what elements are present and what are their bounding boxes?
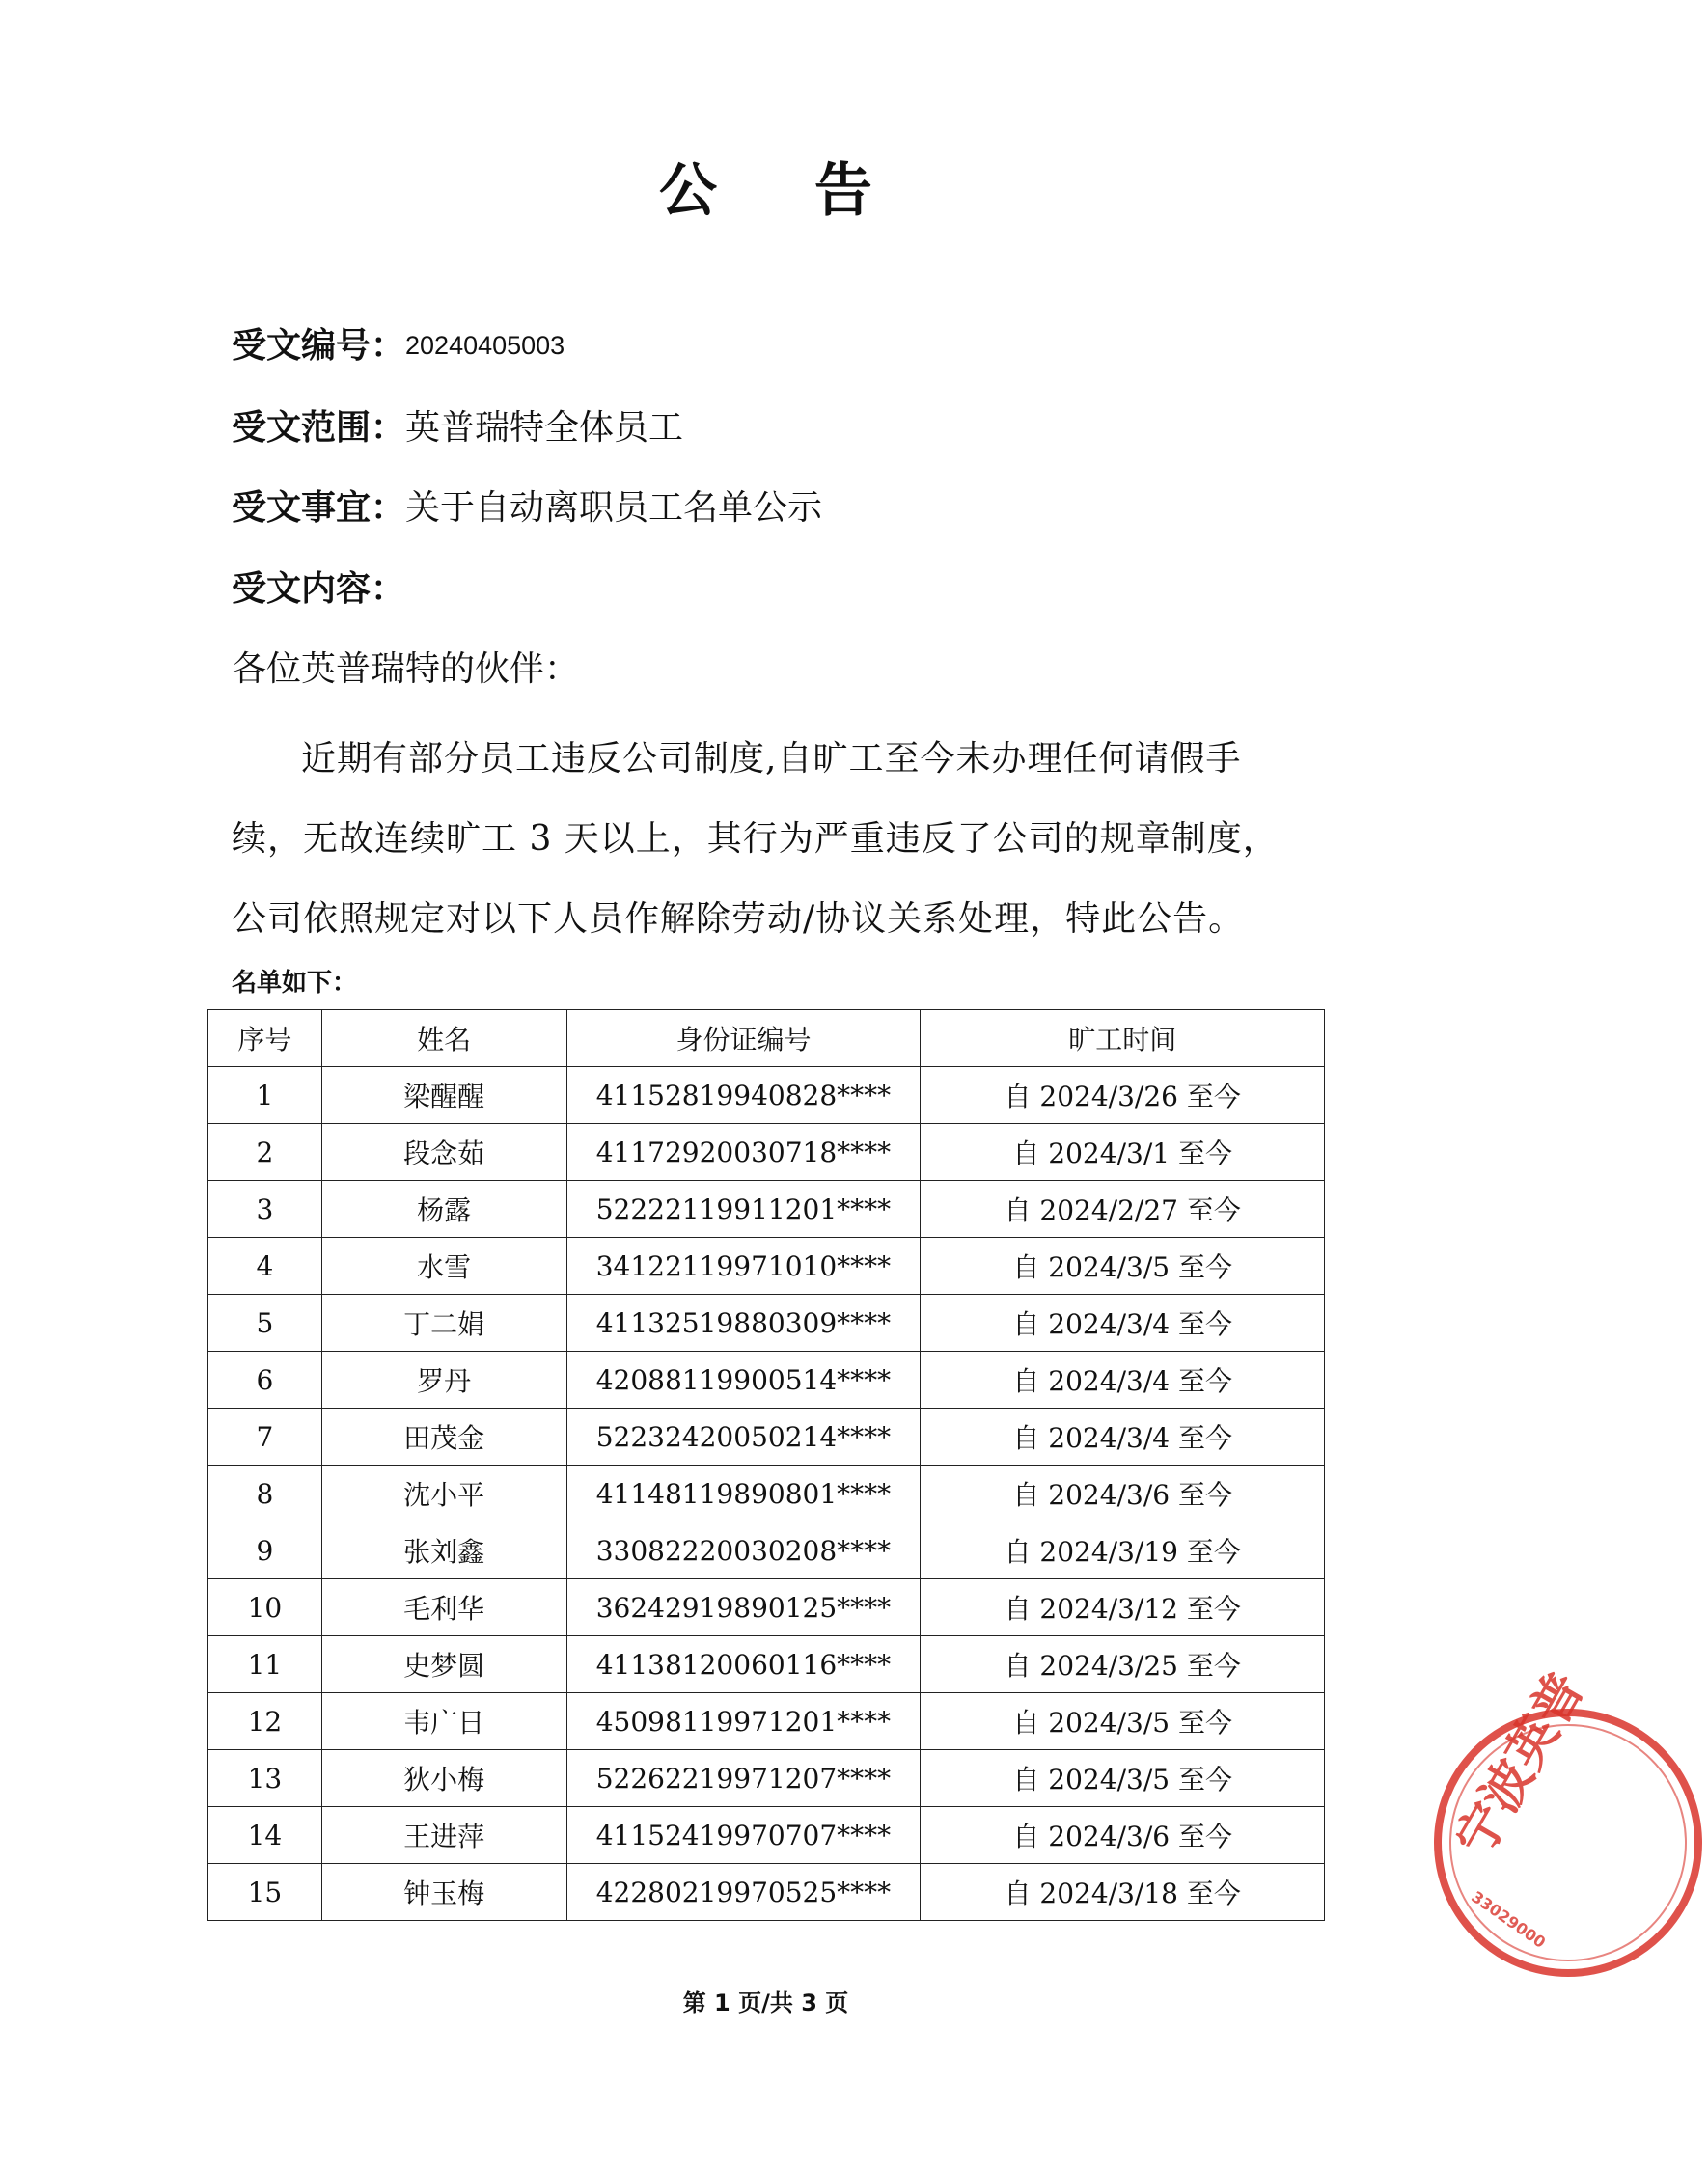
row-id-number: 52262219971207**** <box>566 1750 921 1807</box>
row-id-number: 41138120060116**** <box>566 1636 921 1693</box>
doc-number-value: 20240405003 <box>405 331 565 360</box>
row-index: 4 <box>208 1238 322 1295</box>
table-row <box>208 1579 1325 1636</box>
table-row <box>208 1238 1325 1295</box>
notice-title: 公 告 <box>659 157 911 225</box>
table-row <box>208 1807 1325 1864</box>
row-name: 毛利华 <box>321 1579 566 1636</box>
row-name: 梁醒醒 <box>321 1067 566 1124</box>
row-absence-period: 自 2024/3/4 至今 <box>921 1295 1325 1352</box>
greeting: 各位英普瑞特的伙伴： <box>232 649 580 689</box>
table-row <box>208 1636 1325 1693</box>
subject-label: 受文事宜： <box>232 488 406 528</box>
row-id-number: 41152419970707**** <box>566 1807 921 1864</box>
body-paragraph: 近期有部分员工违反公司制度,自旷工至今未办理任何请假手续，无故连续旷工 3 天以上，其行为严重违反了公司的规章制度，公司依照规定对以下人员作解除劳动/协议关系处理，特此公告。 <box>232 739 1279 939</box>
table-row <box>208 1750 1325 1807</box>
row-index: 7 <box>208 1409 322 1466</box>
content-label: 受文内容： <box>232 569 406 609</box>
scope-label: 受文范围： <box>232 408 406 448</box>
row-name: 水雪 <box>321 1238 566 1295</box>
row-id-number: 36242919890125**** <box>566 1579 921 1636</box>
row-absence-period: 自 2024/3/12 至今 <box>921 1579 1325 1636</box>
svg-text:33029000: 33029000 <box>1468 1887 1550 1952</box>
row-id-number: 41152819940828**** <box>566 1067 921 1124</box>
row-name: 丁二娟 <box>321 1295 566 1352</box>
table-row <box>208 1693 1325 1750</box>
row-id-number: 33082220030208**** <box>566 1522 921 1579</box>
row-index: 14 <box>208 1807 322 1864</box>
row-absence-period: 自 2024/3/6 至今 <box>921 1807 1325 1864</box>
list-heading: 名单如下： <box>232 969 358 998</box>
row-id-number: 41148119890801**** <box>566 1466 921 1522</box>
doc-number-row <box>232 318 565 368</box>
row-name: 张刘鑫 <box>321 1522 566 1579</box>
table-row <box>208 1352 1325 1409</box>
table-row <box>208 1409 1325 1466</box>
row-absence-period: 自 2024/3/19 至今 <box>921 1522 1325 1579</box>
row-id-number: 41172920030718**** <box>566 1124 921 1181</box>
company-seal <box>1428 1662 1708 1983</box>
row-name: 段念茹 <box>321 1124 566 1181</box>
scope-value: 英普瑞特全体员工 <box>405 408 684 448</box>
row-id-number: 45098119971201**** <box>566 1693 921 1750</box>
header-name: 姓名 <box>321 1010 566 1067</box>
table-row <box>208 1067 1325 1124</box>
row-name: 田茂金 <box>321 1409 566 1466</box>
row-index: 11 <box>208 1636 322 1693</box>
row-index: 15 <box>208 1864 322 1921</box>
row-id-number: 52222119911201**** <box>566 1181 921 1238</box>
table-row <box>208 1181 1325 1238</box>
table-row <box>208 1522 1325 1579</box>
row-name: 沈小平 <box>321 1466 566 1522</box>
row-name: 王进萍 <box>321 1807 566 1864</box>
row-absence-period: 自 2024/3/18 至今 <box>921 1864 1325 1921</box>
row-id-number: 52232420050214**** <box>566 1409 921 1466</box>
row-id-number: 34122119971010**** <box>566 1238 921 1295</box>
content-row <box>232 562 405 611</box>
header-absence-period: 旷工时间 <box>921 1010 1325 1067</box>
table-row <box>208 1295 1325 1352</box>
dismissal-table <box>207 1009 1325 1921</box>
row-index: 5 <box>208 1295 322 1352</box>
row-name: 史梦圆 <box>321 1636 566 1693</box>
row-index: 3 <box>208 1181 322 1238</box>
row-id-number: 42280219970525**** <box>566 1864 921 1921</box>
row-name: 钟玉梅 <box>321 1864 566 1921</box>
row-absence-period: 自 2024/3/1 至今 <box>921 1124 1325 1181</box>
row-index: 10 <box>208 1579 322 1636</box>
table-row <box>208 1124 1325 1181</box>
row-name: 杨露 <box>321 1181 566 1238</box>
row-absence-period: 自 2024/3/26 至今 <box>921 1067 1325 1124</box>
row-name: 韦广日 <box>321 1693 566 1750</box>
svg-text:宁波英普: 宁波英普 <box>1445 1662 1596 1866</box>
header-id-number: 身份证编号 <box>566 1010 921 1067</box>
row-absence-period: 自 2024/2/27 至今 <box>921 1181 1325 1238</box>
row-index: 13 <box>208 1750 322 1807</box>
row-name: 狄小梅 <box>321 1750 566 1807</box>
row-name: 罗丹 <box>321 1352 566 1409</box>
row-absence-period: 自 2024/3/5 至今 <box>921 1693 1325 1750</box>
row-id-number: 41132519880309**** <box>566 1295 921 1352</box>
row-absence-period: 自 2024/3/4 至今 <box>921 1409 1325 1466</box>
subject-row <box>232 480 822 530</box>
row-absence-period: 自 2024/3/25 至今 <box>921 1636 1325 1693</box>
table-row <box>208 1864 1325 1921</box>
header-index: 序号 <box>208 1010 322 1067</box>
scope-row <box>232 400 683 450</box>
row-absence-period: 自 2024/3/4 至今 <box>921 1352 1325 1409</box>
row-index: 12 <box>208 1693 322 1750</box>
row-absence-period: 自 2024/3/5 至今 <box>921 1750 1325 1807</box>
row-absence-period: 自 2024/3/6 至今 <box>921 1466 1325 1522</box>
table-row <box>208 1466 1325 1522</box>
row-index: 9 <box>208 1522 322 1579</box>
row-index: 8 <box>208 1466 322 1522</box>
row-id-number: 42088119900514**** <box>566 1352 921 1409</box>
row-index: 1 <box>208 1067 322 1124</box>
page-footer: 第 1 页/共 3 页 <box>682 1989 849 2016</box>
row-index: 6 <box>208 1352 322 1409</box>
table-header-row <box>208 1010 1325 1067</box>
subject-value: 关于自动离职员工名单公示 <box>405 488 823 528</box>
doc-number-label: 受文编号： <box>232 326 406 366</box>
row-absence-period: 自 2024/3/5 至今 <box>921 1238 1325 1295</box>
row-index: 2 <box>208 1124 322 1181</box>
